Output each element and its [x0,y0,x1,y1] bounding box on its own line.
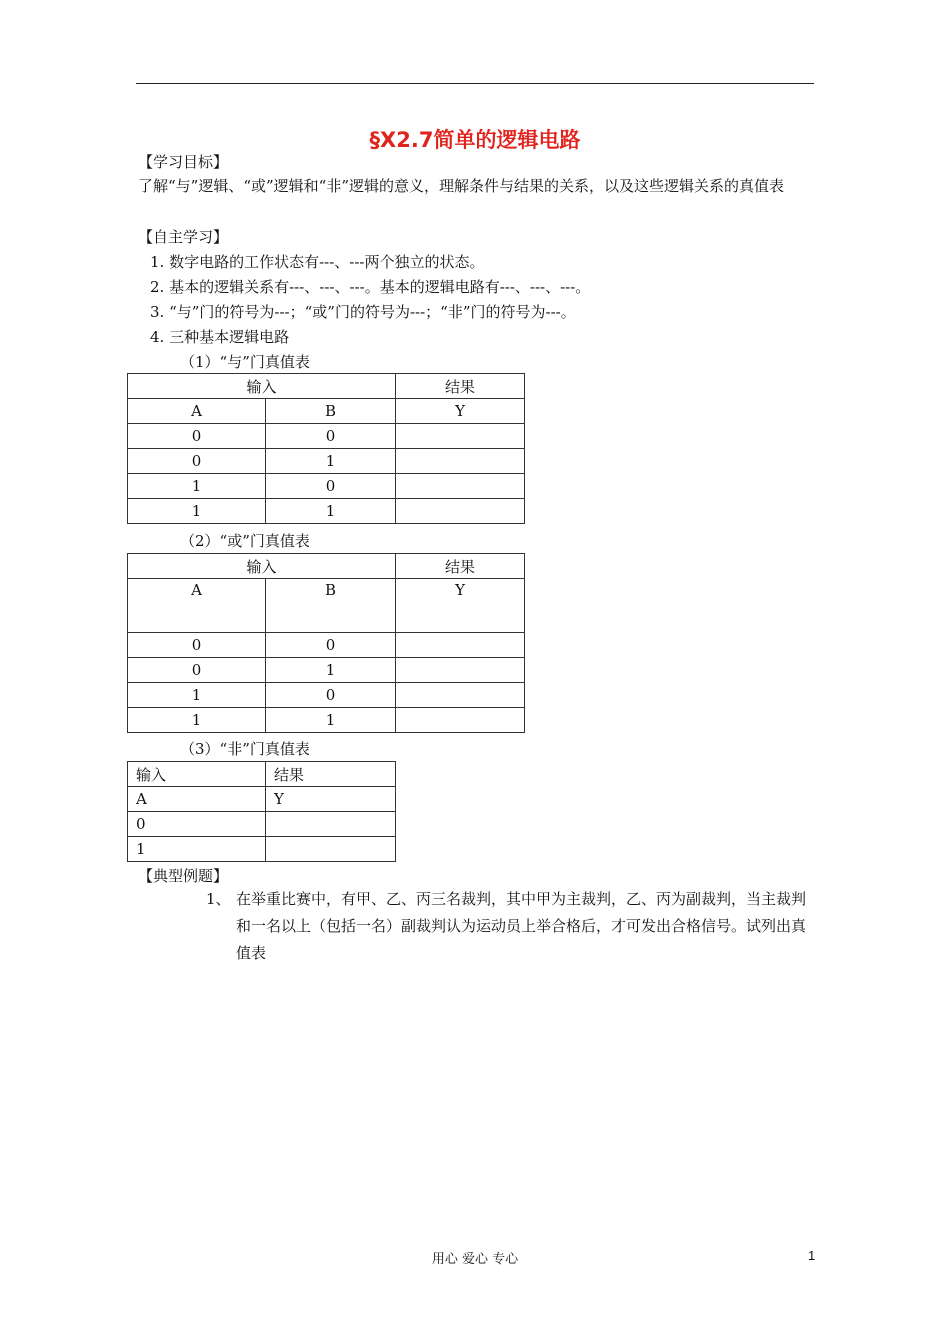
col-y: Y [266,787,396,812]
col-b: B [266,399,396,424]
example-heading: 【典型例题】 [138,867,229,885]
self-study-heading: 【自主学习】 [138,228,229,246]
table-row: 1 1 [128,708,525,733]
not-truth-table [127,761,396,862]
table-row: 0 0 [128,633,525,658]
table-row: 1 [128,837,396,862]
or-truth-table [127,553,525,733]
table-row: 1 0 [128,474,525,499]
col-a: A [128,579,266,633]
header-result: 结果 [396,374,525,399]
item-4: 4. 三种基本逻辑电路 [150,328,290,346]
and-truth-table [127,373,525,524]
col-b: B [266,579,396,633]
table-row: 1 0 [128,683,525,708]
and-table-caption: （1）“与”门真值表 [180,353,310,371]
col-y: Y [396,399,525,424]
item-1: 1. 数字电路的工作状态有---、---两个独立的状态。 [150,253,485,271]
header-input: 输入 [128,374,396,399]
header-result: 结果 [396,554,525,579]
table-row: 0 1 [128,658,525,683]
table-row: 0 1 [128,449,525,474]
page-number: 1 [808,1248,816,1263]
table-row: 0 [128,812,396,837]
example-number: 1、 [206,890,231,908]
goal-text: 了解“与”逻辑、“或”逻辑和“非”逻辑的意义，理解条件与结果的关系，以及这些逻辑关系的真值表 [138,177,785,195]
table-row: 0 0 [128,424,525,449]
col-a: A [128,399,266,424]
goal-heading: 【学习目标】 [138,153,229,171]
example-text: 在举重比赛中，有甲、乙、丙三名裁判，其中甲为主裁判，乙、丙为副裁判，当主裁判和一名以上（包括一名）副裁判认为运动员上举合格后，才可发出合格信号。试列出真值表 [236,890,807,962]
header-rule [136,83,814,84]
or-table-caption: （2）“或”门真值表 [180,532,310,550]
header-input: 输入 [128,554,396,579]
item-2: 2. 基本的逻辑关系有---、---、---。基本的逻辑电路有---、---、---。 [150,278,591,296]
footer-text: 用心 爱心 专心 [431,1252,519,1267]
col-y: Y [396,579,525,633]
not-table-caption: （3）“非”门真值表 [180,740,310,758]
header-input: 输入 [128,762,266,787]
page-title: §X2.7简单的逻辑电路 [369,128,581,152]
table-row: 1 1 [128,499,525,524]
item-3: 3. “与”门的符号为---；“或”门的符号为---；“非”门的符号为---。 [150,303,576,321]
header-result: 结果 [266,762,396,787]
col-a: A [128,787,266,812]
